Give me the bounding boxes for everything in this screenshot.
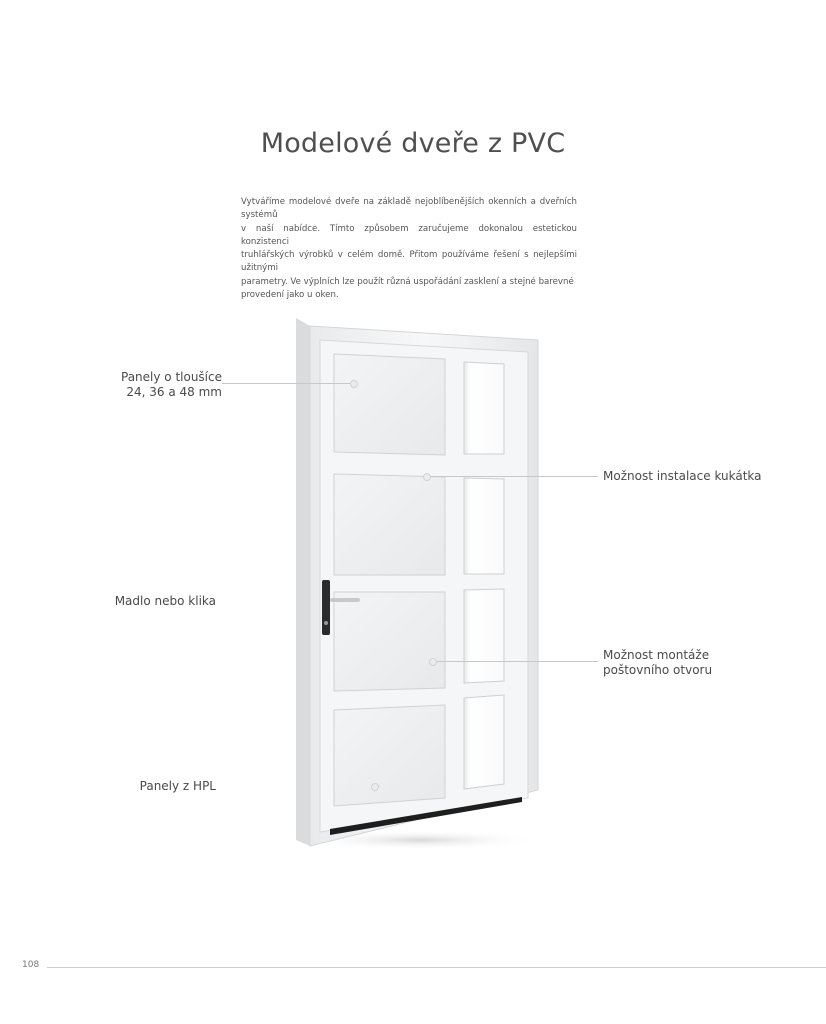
leader-mail-slot [434,661,598,662]
label-line: poštovního otvoru [603,663,713,677]
intro-paragraph [241,196,577,302]
label-mail-slot [603,648,712,678]
intro-line: parametry. Ve výplních lze použít různá uspořádání zasklení a stejné barevné [241,276,574,287]
marker-dot [423,473,431,481]
label-line: 24, 36 a 48 mm [126,385,222,399]
glass-4 [464,695,504,789]
marker-dot [350,380,358,388]
glass-3 [464,589,504,683]
label-peephole: Možnost instalace kukátka [603,469,762,483]
intro-line: provedení jako u oken. [241,290,339,301]
footer-divider [47,967,826,968]
label-hpl-panels: Panely z HPL [139,779,216,793]
marker-dot [429,658,437,666]
panel-4 [334,705,445,806]
intro-line: Vytváříme modelové dveře na základě nejoblíbenějších okenních a dveřních systémů [241,197,577,221]
intro-line: truhlářských výrobků v celém domě. Přitom používáme řešení s nejlepšími užitnými [241,250,577,274]
leader-peephole [428,476,598,477]
label-line: Panely o tloušíce [121,370,222,384]
label-line: Možnost montáže [603,648,710,662]
outer-frame-side [296,318,310,846]
glass-2 [464,478,504,574]
panel-1 [334,354,445,455]
panel-2 [334,474,445,575]
marker-dot [371,783,379,791]
page-title: Modelové dveře z PVC [260,128,566,159]
panel-3 [334,592,445,691]
intro-line: v naší nabídce. Tímto způsobem zaručujeme dokonalou estetickou konzistenci [241,223,577,247]
page-number: 108 [22,960,40,970]
door-illustration [290,312,550,852]
label-handle: Madlo nebo klika [114,594,216,608]
leader-panel-thickness [222,383,354,384]
door-svg [290,312,550,852]
label-panel-thickness [112,370,222,400]
glass-1 [464,362,504,454]
